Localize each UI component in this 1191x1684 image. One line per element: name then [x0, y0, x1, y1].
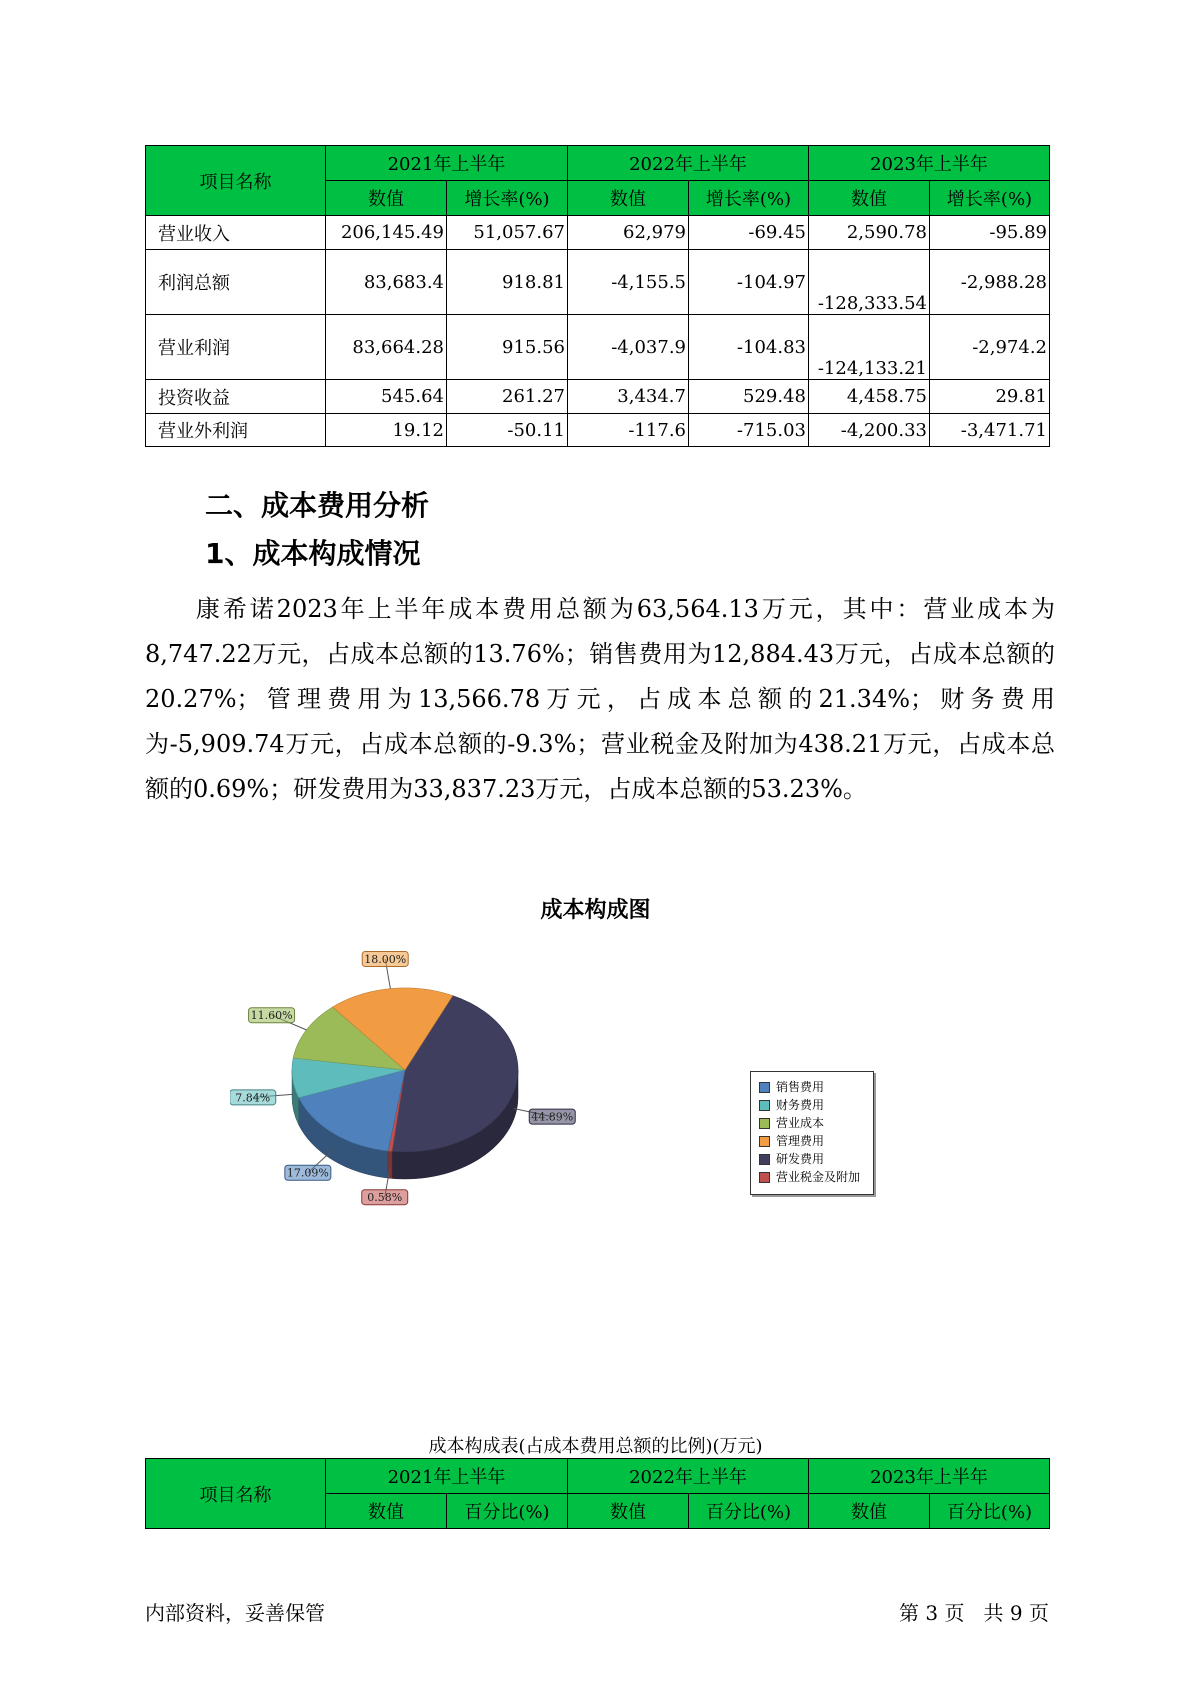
header-value: 数值 [568, 1494, 689, 1529]
subsection-title: 1、成本构成情况 [205, 537, 421, 570]
data-label: 0.58% [367, 1191, 403, 1205]
cell: 206,145.49 [326, 216, 447, 250]
cell: 261.27 [447, 380, 568, 414]
legend-swatch [759, 1136, 770, 1147]
cell: 62,979 [568, 216, 689, 250]
section-title: 二、成本费用分析 [205, 489, 430, 522]
cell: 915.56 [447, 315, 568, 380]
legend-swatch [759, 1118, 770, 1129]
legend-item [759, 1096, 873, 1114]
cell: -104.83 [689, 315, 809, 380]
header-percent: 百分比(%) [930, 1494, 1050, 1529]
header-value: 数值 [326, 1494, 447, 1529]
table-row [146, 250, 1050, 315]
cost-pie-chart [230, 945, 650, 1235]
legend-swatch [759, 1172, 770, 1183]
cell: -4,155.5 [568, 250, 689, 315]
legend-label: 营业税金及附加 [776, 1170, 861, 1184]
cell: 19.12 [326, 414, 447, 447]
header-period-2023: 2023年上半年 [809, 1459, 1050, 1494]
cell: -104.97 [689, 250, 809, 315]
header-period-2022: 2022年上半年 [568, 1459, 809, 1494]
cell: 29.81 [930, 380, 1050, 414]
cell: -3,471.71 [930, 414, 1050, 447]
data-label: 17.09% [286, 1166, 329, 1180]
cell: -117.6 [568, 414, 689, 447]
legend-label: 研发费用 [776, 1152, 825, 1166]
row-name: 营业利润 [146, 315, 326, 380]
cell: -50.11 [447, 414, 568, 447]
legend-label: 财务费用 [776, 1098, 825, 1112]
cell: 83,683.4 [326, 250, 447, 315]
cell: -69.45 [689, 216, 809, 250]
table-row [146, 315, 1050, 380]
legend-swatch [759, 1154, 770, 1165]
cell: -4,200.33 [809, 414, 930, 447]
cost-structure-table [145, 1458, 1050, 1529]
header-period-2022: 2022年上半年 [568, 146, 809, 181]
cell: -4,037.9 [568, 315, 689, 380]
table-caption: 成本构成表(占成本费用总额的比例)(万元) [428, 1436, 763, 1457]
legend-item [759, 1132, 873, 1150]
cell: -2,974.2 [930, 315, 1050, 380]
chart-legend [750, 1071, 874, 1195]
legend-item [759, 1078, 873, 1096]
legend-item [759, 1168, 873, 1186]
legend-item [759, 1150, 873, 1168]
header-percent: 百分比(%) [689, 1494, 809, 1529]
cell: 4,458.75 [809, 380, 930, 414]
header-value: 数值 [809, 181, 930, 216]
row-name: 营业收入 [146, 216, 326, 250]
cell: -715.03 [689, 414, 809, 447]
legend-label: 营业成本 [776, 1116, 825, 1130]
data-label: 44.89% [531, 1110, 574, 1124]
header-growth: 增长率(%) [447, 181, 568, 216]
header-value: 数值 [568, 181, 689, 216]
legend-label: 销售费用 [776, 1080, 825, 1094]
cell: 545.64 [326, 380, 447, 414]
header-growth: 增长率(%) [930, 181, 1050, 216]
legend-label: 管理费用 [776, 1134, 825, 1148]
header-percent: 百分比(%) [447, 1494, 568, 1529]
analysis-paragraph [145, 587, 1055, 812]
cell: 918.81 [447, 250, 568, 315]
footer-confidential-note: 内部资料，妥善保管 [145, 1601, 325, 1625]
table-row [146, 414, 1050, 447]
cell: 51,057.67 [447, 216, 568, 250]
cell: 3,434.7 [568, 380, 689, 414]
table-row [146, 380, 1050, 414]
data-label: 18.00% [364, 952, 407, 966]
header-item-name: 项目名称 [146, 1459, 326, 1529]
table-row [146, 216, 1050, 250]
paragraph-text: 康希诺2023年上半年成本费用总额为63,564.13万元，其中：营业成本为8,747.22万元，占成本总额的13.76%；销售费用为12,884.43万元，占成本总额的20.27%；管理费用为13,566.78万元，占成本总额的21.34%；财务费用为-5,909.74万元，占成本总额的-9.3%；营业税金及附加为438.21万元，占成本总额的0.69%；研发费用为33,837.23万元，占成本总额的53.23%。 [145, 595, 1055, 803]
row-name: 投资收益 [146, 380, 326, 414]
data-label: 7.84% [235, 1091, 271, 1105]
chart-title: 成本构成图 [540, 898, 651, 923]
header-item-name: 项目名称 [146, 146, 326, 216]
cell: -95.89 [930, 216, 1050, 250]
legend-swatch [759, 1100, 770, 1111]
legend-swatch [759, 1082, 770, 1093]
header-growth: 增长率(%) [689, 181, 809, 216]
header-period-2021: 2021年上半年 [326, 1459, 568, 1494]
row-name: 营业外利润 [146, 414, 326, 447]
header-value: 数值 [809, 1494, 930, 1529]
cell: -128,333.54 [809, 250, 930, 315]
header-value: 数值 [326, 181, 447, 216]
cell: 83,664.28 [326, 315, 447, 380]
row-name: 利润总额 [146, 250, 326, 315]
header-period-2023: 2023年上半年 [809, 146, 1050, 181]
financial-summary-table [145, 145, 1050, 447]
cell: -2,988.28 [930, 250, 1050, 315]
data-label: 11.60% [250, 1009, 293, 1023]
cell: -124,133.21 [809, 315, 930, 380]
footer-page-number: 第 3 页 共 9 页 [899, 1601, 1049, 1625]
header-period-2021: 2021年上半年 [326, 146, 568, 181]
cell: 529.48 [689, 380, 809, 414]
cell: 2,590.78 [809, 216, 930, 250]
legend-item [759, 1114, 873, 1132]
